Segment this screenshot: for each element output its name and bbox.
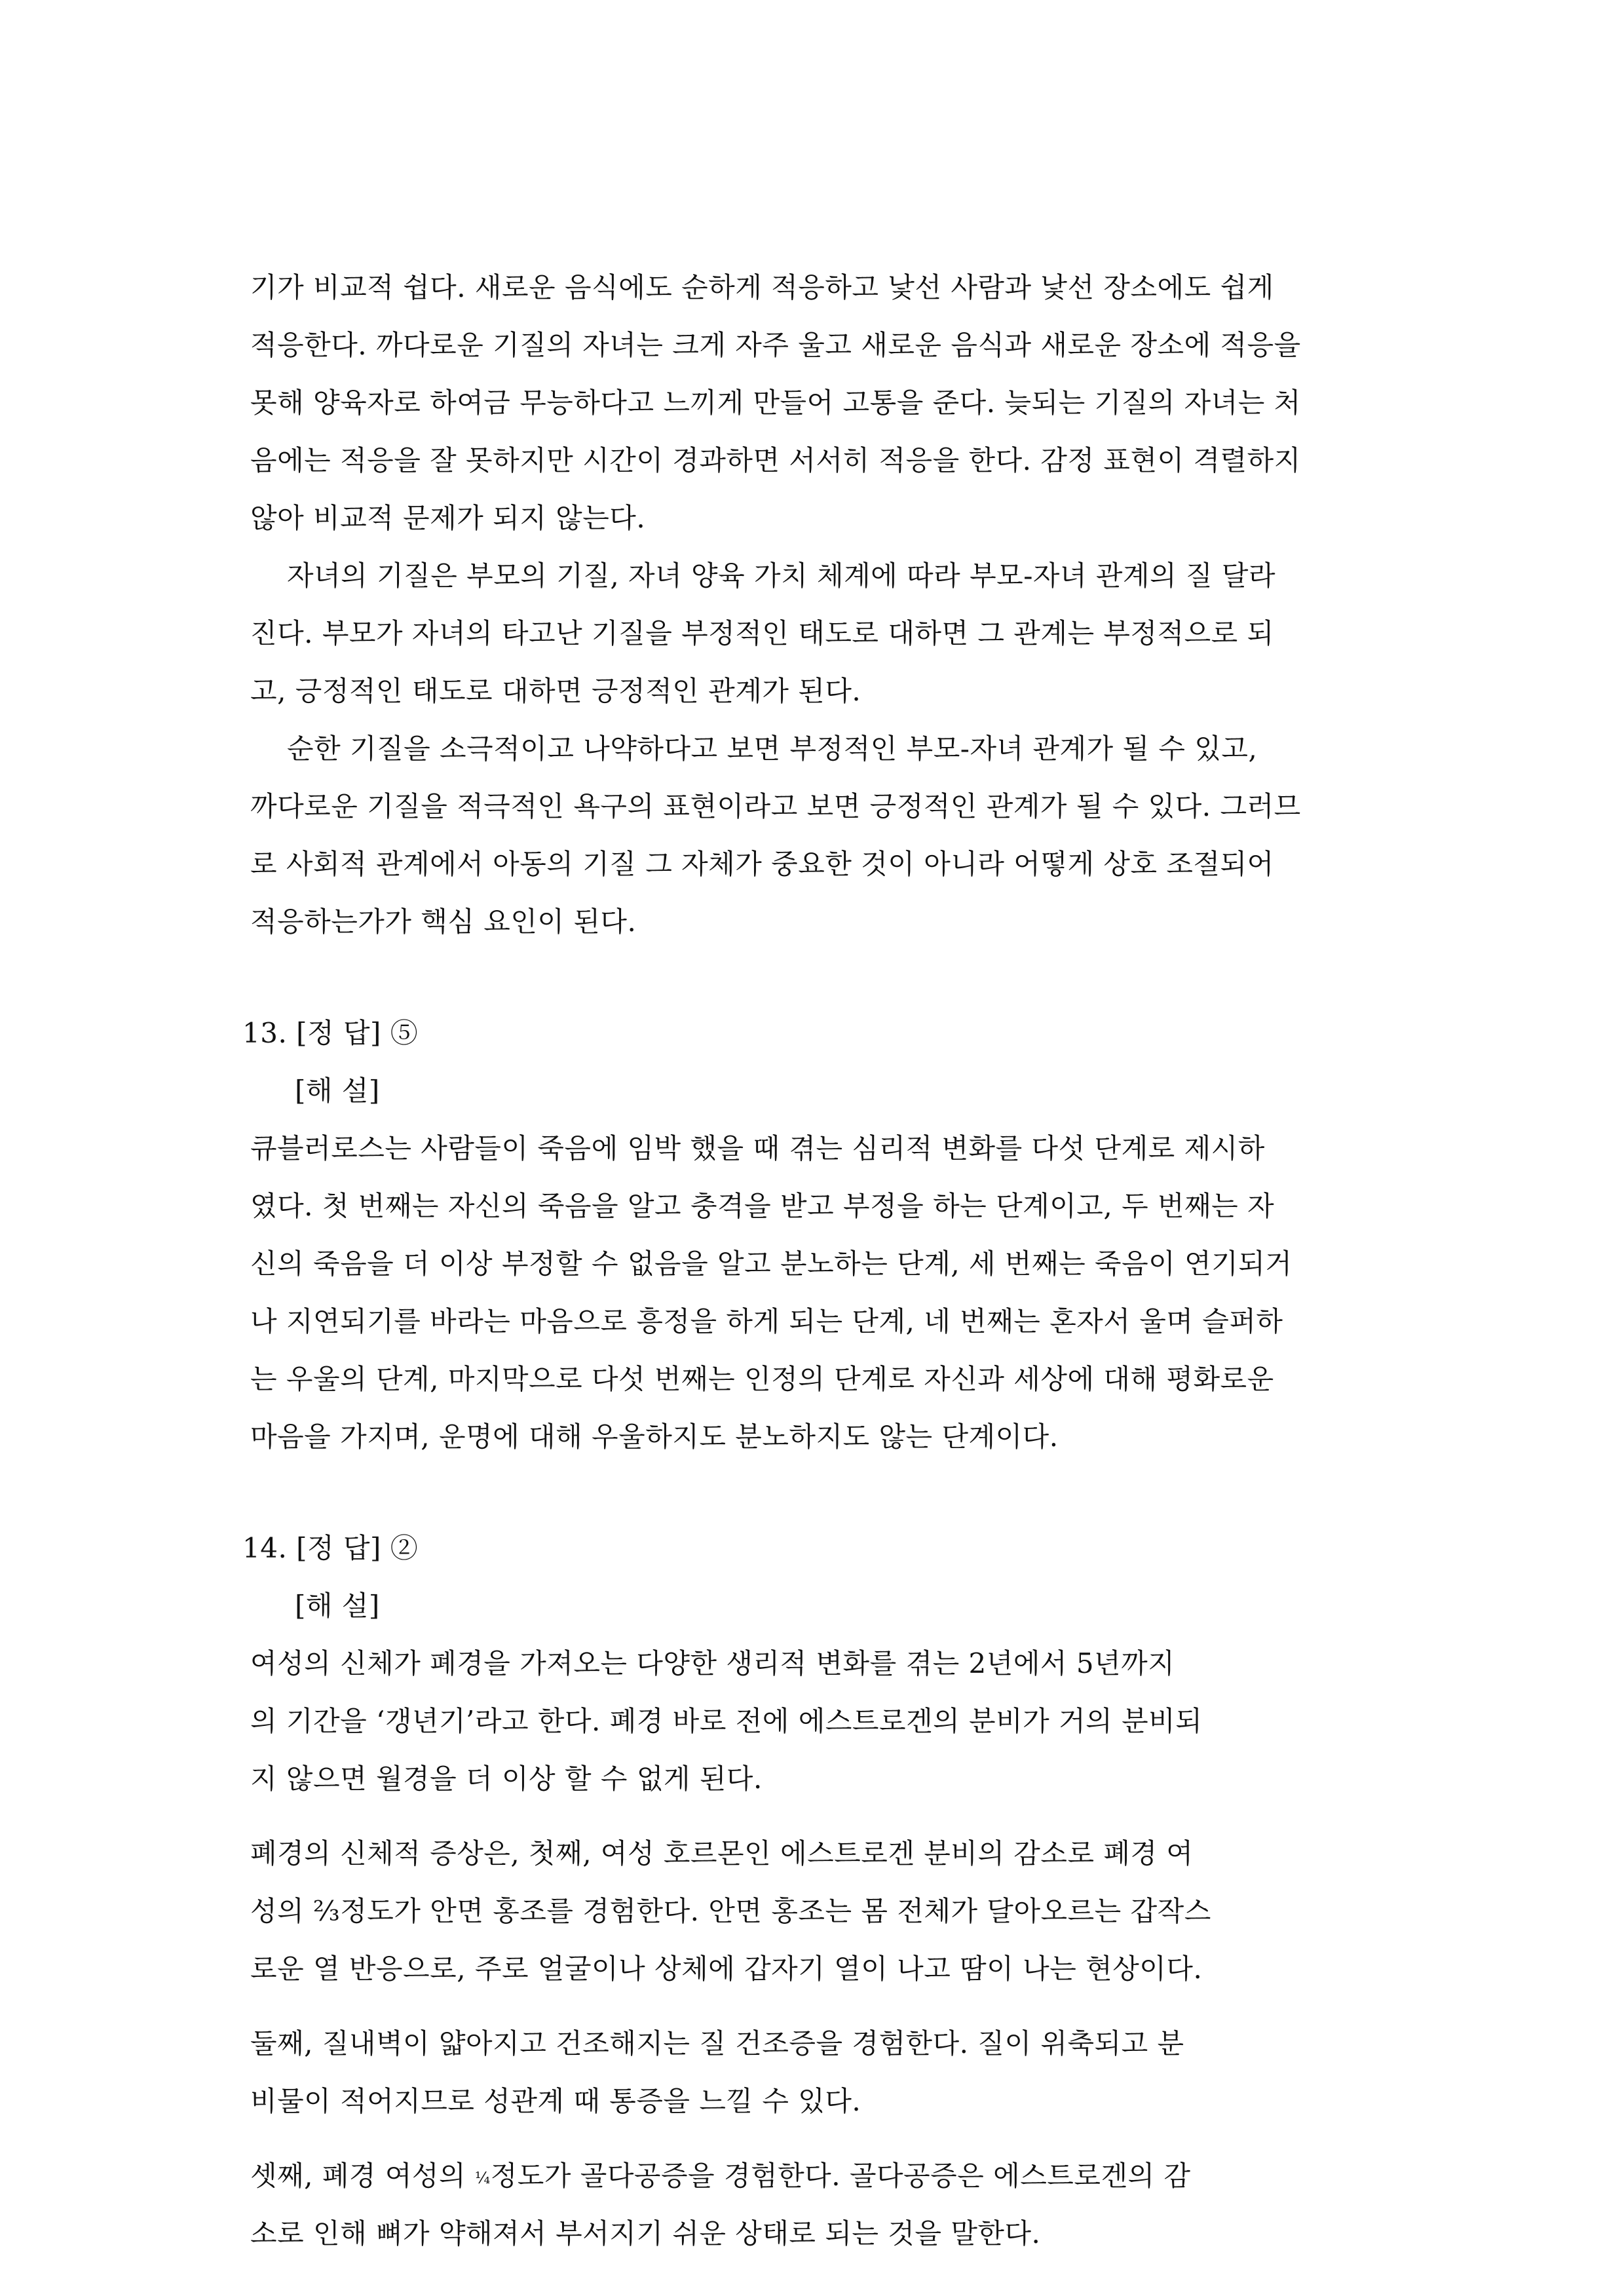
explanation-label: [해 설] (295, 1075, 380, 1107)
paragraph-hot-flash (242, 1825, 1382, 1998)
text-line: 자녀의 기질은 부모의 기질, 자녀 양육 가치 체계에 따라 부모-자녀 관계의 질 달라 (287, 560, 1276, 592)
text-line: 비물이 적어지므로 성관계 때 통증을 느낄 수 있다. (250, 2085, 861, 2117)
text-line: 는 우울의 단계, 마지막으로 다섯 번째는 인정의 단계로 자신과 세상에 대해 평화로운 (250, 1363, 1274, 1395)
fraction-one-quarter: ¼ (474, 2169, 491, 2187)
text-line: 기가 비교적 쉽다. 새로운 음식에도 순하게 적응하고 낯선 사람과 낯선 장소에도 쉽게 (250, 271, 1274, 303)
answer-heading: 14. [정 답] ② (242, 1532, 419, 1564)
answer-heading: 13. [정 답] ⑤ (242, 1017, 419, 1049)
text-segment: 성의 (250, 1895, 313, 1927)
paragraph-temperament-interpretation (242, 720, 1382, 951)
text-line: 않아 비교적 문제가 되지 않는다. (250, 502, 646, 534)
text-line: 까다로운 기질을 적극적인 욕구의 표현이라고 보면 긍정적인 관계가 될 수 있다. 그러므 (250, 790, 1301, 822)
paragraph-osteoporosis (242, 2147, 1382, 2263)
text-line: 적응한다. 까다로운 기질의 자녀는 크게 자주 울고 새로운 음식과 새로운 장소에 적응을 (250, 329, 1301, 361)
text-line: 둘째, 질내벽이 얇아지고 건조해지는 질 건조증을 경험한다. 질이 위축되고 분 (250, 2027, 1184, 2059)
text-line: 로운 열 반응으로, 주로 얼굴이나 상체에 갑자기 열이 나고 땀이 나는 현상이다. (250, 1953, 1203, 1985)
paragraph-vaginal-dryness (242, 2015, 1382, 2130)
text-line (242, 1883, 1382, 1940)
text-line: 나 지연되기를 바라는 마음으로 흥정을 하게 되는 단계, 네 번째는 혼자서 울며 슬퍼하 (250, 1305, 1283, 1337)
text-line: 못해 양육자로 하여금 무능하다고 느끼게 만들어 고통을 준다. 늦되는 기질의 자녀는 처 (250, 387, 1301, 419)
paragraph-parent-child-relationship (242, 547, 1382, 720)
text-line: 진다. 부모가 자녀의 타고난 기질을 부정적인 태도로 대하면 그 관계는 부정적으로 되 (250, 617, 1274, 649)
text-line: 큐블러로스는 사람들이 죽음에 임박 했을 때 겪는 심리적 변화를 다섯 단계로 제시하 (250, 1132, 1265, 1164)
text-line: 순한 기질을 소극적이고 나약하다고 보면 부정적인 부모-자녀 관계가 될 수 있고, (287, 733, 1258, 765)
text-segment: 셋째, 폐경 여성의 (250, 2160, 475, 2192)
paragraph-menopause-definition (242, 1635, 1382, 1808)
document-page (242, 259, 1382, 2263)
text-line: 마음을 가지며, 운명에 대해 우울하지도 분노하지도 않는 단계이다. (250, 1421, 1059, 1453)
text-line: 로 사회적 관계에서 아동의 기질 그 자체가 중요한 것이 아니라 어떻게 상호 조절되어 (250, 848, 1274, 880)
text-segment: 정도가 안면 홍조를 경험한다. 안면 홍조는 몸 전체가 달아오르는 갑작스 (340, 1895, 1211, 1927)
text-line: 였다. 첫 번째는 자신의 죽음을 알고 충격을 받고 부정을 하는 단계이고, 두 번째는 자 (250, 1190, 1275, 1222)
paragraph-temperament-types (242, 259, 1382, 547)
text-line: 의 기간을 ‘갱년기’라고 한다. 폐경 바로 전에 에스트로겐의 분비가 거의 분비되 (250, 1705, 1203, 1737)
text-line: 음에는 적응을 잘 못하지만 시간이 경과하면 서서히 적응을 한다. 감정 표현이 격렬하지 (250, 444, 1301, 476)
text-line: 폐경의 신체적 증상은, 첫째, 여성 호르몬인 에스트로겐 분비의 감소로 폐경 여 (250, 1837, 1194, 1869)
fraction-two-thirds: ⅔ (313, 1895, 341, 1927)
explanation-label: [해 설] (295, 1590, 380, 1622)
text-line: 소로 인해 뼈가 약해져서 부서지기 쉬운 상태로 되는 것을 말한다. (250, 2217, 1041, 2249)
text-line: 적응하는가가 핵심 요인이 된다. (250, 906, 637, 938)
answer-section-13 (242, 1004, 1382, 1466)
text-line (242, 2147, 1382, 2205)
text-line: 고, 긍정적인 태도로 대하면 긍정적인 관계가 된다. (250, 675, 861, 707)
answer-section-14 (242, 1520, 1382, 2263)
text-line: 지 않으면 월경을 더 이상 할 수 없게 된다. (250, 1763, 763, 1795)
text-line: 신의 죽음을 더 이상 부정할 수 없음을 알고 분노하는 단계, 세 번째는 죽음이 연기되거 (250, 1248, 1293, 1280)
text-line: 여성의 신체가 폐경을 가져오는 다양한 생리적 변화를 겪는 2년에서 5년까지 (250, 1647, 1175, 1679)
text-segment: 정도가 골다공증을 경험한다. 골다공증은 에스트로겐의 감 (490, 2160, 1191, 2192)
